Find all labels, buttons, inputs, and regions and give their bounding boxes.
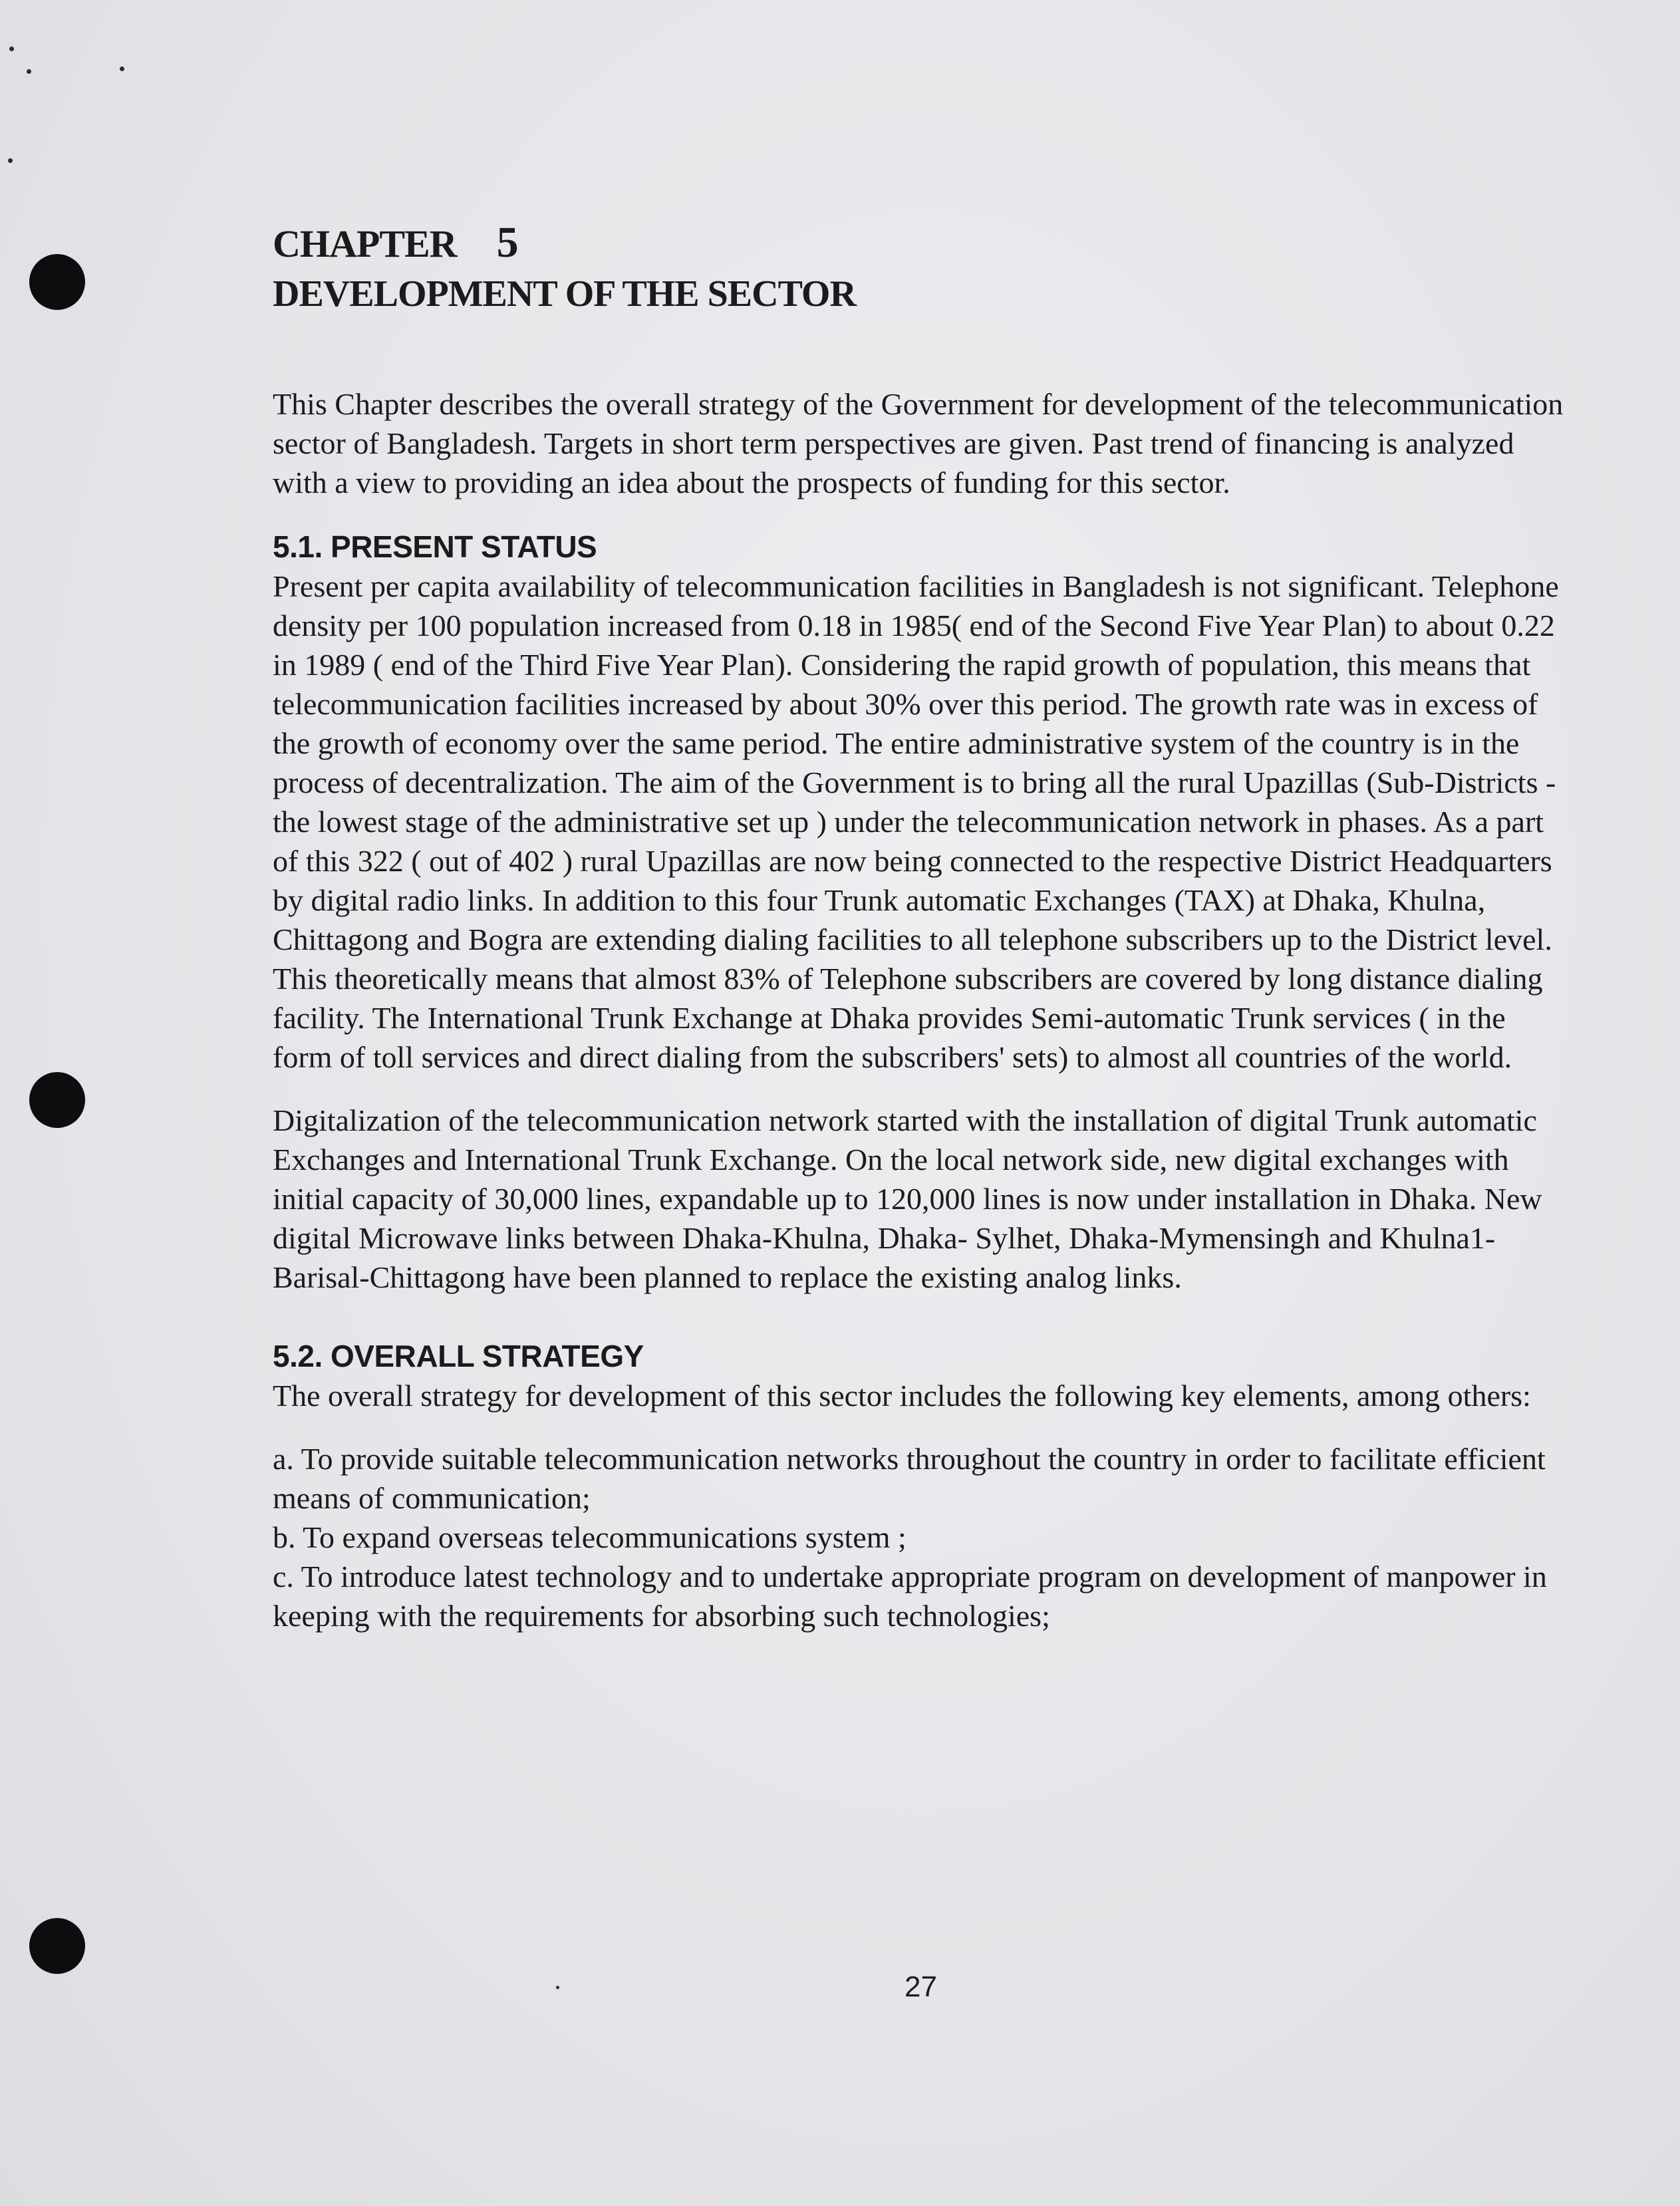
punch-hole-middle bbox=[29, 1072, 85, 1128]
scan-speck bbox=[556, 1986, 559, 1989]
strategy-list bbox=[273, 1439, 1570, 1635]
present-status-paragraph-1: Present per capita availability of telecommunication facilities in Bangladesh is not significant. Telephone density per 100 population increased from 0.18 in 1985( end of the Second Five Year Plan) to about 0.22 in 1989 ( end of the Third Five Year Plan). Considering the rapid growth of population, this means that telecommunication facilities increased by about 30% over this period. The growth rate was in excess of the growth of economy over the same period. The entire administrative system of the country is in the process of decentralization. The aim of the Government is to bring all the rural Upazillas (Sub-Districts - the lowest stage of the administrative set up ) under the telecommunication network in phases. As a part of this 322 ( out of 402 ) rural Upazillas are now being connected to the respective District Headquarters by digital radio links. In addition to this four Trunk automatic Exchanges (TAX) at Dhaka, Khulna, Chittagong and Bogra are extending dialing facilities to all telephone subscribers up to the District level. This theoretically means that almost 83% of Telephone subscribers are covered by long distance dialing facility. The International Trunk Exchange at Dhaka provides Semi-automatic Trunk services ( in the form of toll services and direct dialing from the subscribers' sets) to almost all countries of the world. bbox=[273, 569, 1559, 1074]
section-heading-present-status: 5.1. PRESENT STATUS bbox=[273, 529, 597, 564]
scan-speck bbox=[27, 69, 31, 74]
page-number: 27 bbox=[905, 1971, 937, 2003]
scan-speck bbox=[8, 158, 13, 163]
strategy-item-c: c. To introduce latest technology and to undertake appropriate program on development of manpower in keeping with the requirements for absorbing such technologies; bbox=[273, 1560, 1547, 1633]
chapter-title: DEVELOPMENT OF THE SECTOR bbox=[273, 273, 856, 315]
chapter-number: 5 bbox=[496, 218, 518, 267]
overall-strategy-intro: The overall strategy for development of this sector includes the following key elements, among others: bbox=[273, 1379, 1531, 1413]
chapter-heading bbox=[273, 219, 1570, 267]
strategy-item-b: b. To expand overseas telecommunications system ; bbox=[273, 1520, 907, 1554]
scan-speck bbox=[9, 47, 14, 51]
strategy-item-a: a. To provide suitable telecommunication networks throughout the country in order to facilitate efficient means of communication; bbox=[273, 1442, 1546, 1515]
chapter-label: CHAPTER bbox=[273, 222, 457, 265]
section-heading-overall-strategy: 5.2. OVERALL STRATEGY bbox=[273, 1339, 644, 1373]
intro-paragraph: This Chapter describes the overall strategy of the Government for development of the telecommunication sector of Bangladesh. Targets in short term perspectives are given. Past trend of financing is analyzed with a view to providing an idea about the prospects of funding for this sector. bbox=[273, 387, 1564, 499]
document-body bbox=[273, 219, 1570, 1635]
punch-hole-bottom bbox=[29, 1918, 85, 1974]
present-status-paragraph-2: Digitalization of the telecommunication network started with the installation of digital Trunk automatic Exchanges and International Trunk Exchange. On the local network side, new digital exchanges with initial capacity of 30,000 lines, expandable up to 120,000 lines is now under installation in Dhaka. New digital Microwave links between Dhaka-Khulna, Dhaka- Sylhet, Dhaka-Mymensingh and Khulna1-Barisal-Chittagong have been planned to replace the existing analog links. bbox=[273, 1103, 1542, 1294]
scan-speck bbox=[120, 67, 124, 71]
punch-hole-top bbox=[29, 254, 85, 310]
